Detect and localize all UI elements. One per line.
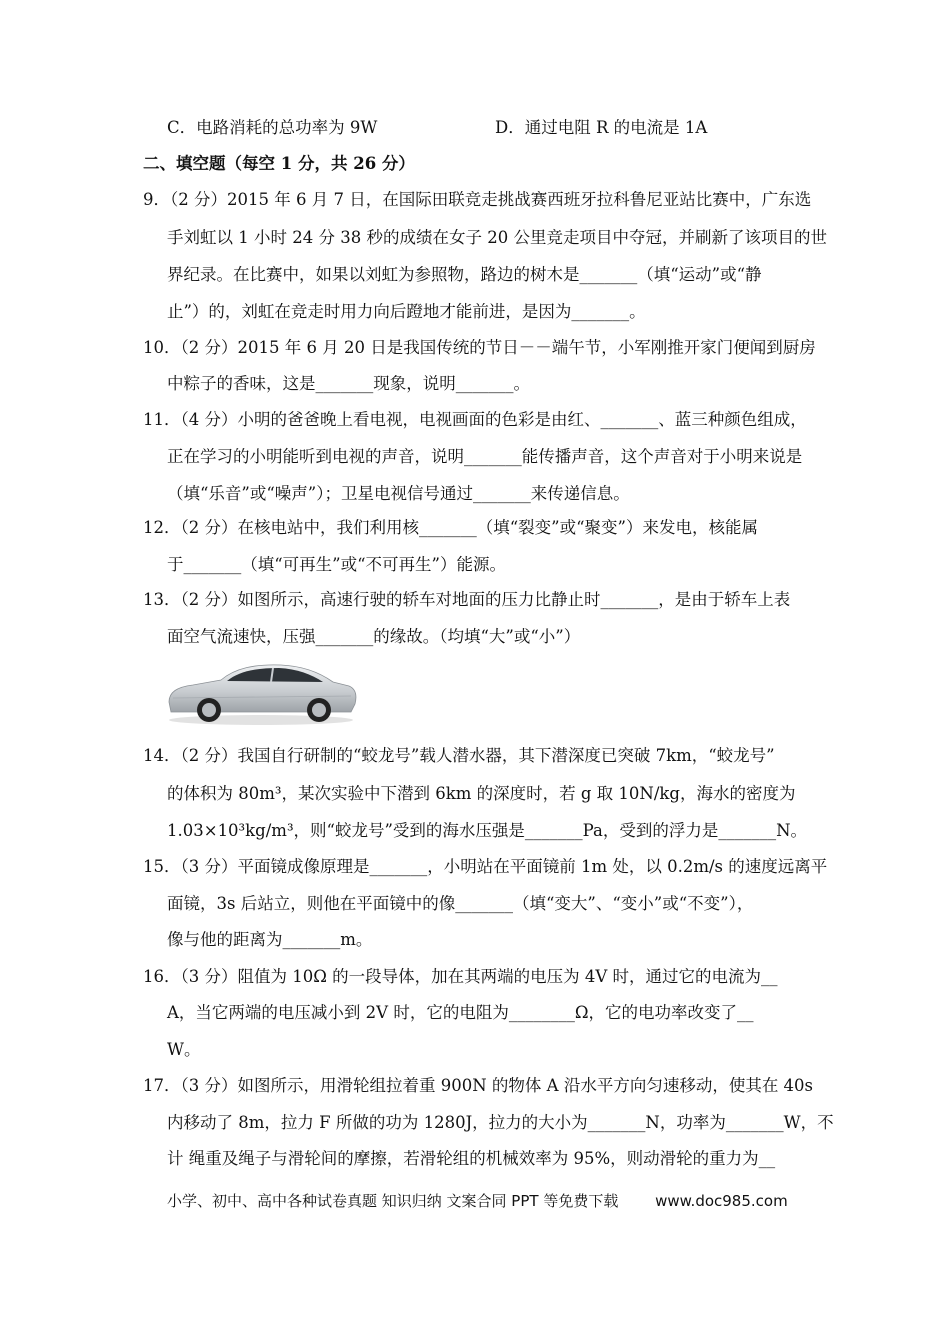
footer-text: 小学、初中、高中各种试卷真题 知识归纳 文案合同 PPT 等免费下载 (167, 1192, 619, 1210)
question-line: 9．（2 分）2015 年 6 月 7 日，在国际田联竞走挑战赛西班牙拉科鲁尼亚站比赛中，广东选 (143, 190, 812, 209)
question-line: 16．（3 分）阻值为 10Ω 的一段导体，加在其两端的电压为 4V 时，通过它的电流为__ (143, 967, 778, 986)
question-line: A，当它两端的电压减小到 2V 时，它的电阻为________Ω，它的电功率改变了__ (167, 1003, 754, 1022)
question-line: 手刘虹以 1 小时 24 分 38 秒的成绩在女子 20 公里竞走项目中夺冠，并刷新了该项目的世 (167, 228, 827, 247)
question-line: 中粽子的香味，这是_______现象，说明_______。 (167, 374, 530, 393)
question-line: 的体积为 80m³，某次实验中下潜到 6km 的深度时，若 g 取 10N/kg，海水的密度为 (167, 784, 796, 803)
page-footer (167, 1190, 788, 1211)
car-illustration (163, 656, 359, 728)
question-line: W。 (167, 1040, 201, 1059)
question-line: 面空气流速快，压强_______的缘故。（均填“大”或“小”） (167, 627, 581, 646)
question-line: 内移动了 8m，拉力 F 所做的功为 1280J，拉力的大小为_______N，功率为_______W，不 (167, 1113, 834, 1132)
question-line: 正在学习的小明能听到电视的声音，说明_______能传播声音，这个声音对于小明来说是 (167, 447, 803, 466)
question-line: 12．（2 分）在核电站中，我们利用核_______（填“裂变”或“聚变”）来发电，核能属 (143, 518, 758, 537)
question-line: 10．（2 分）2015 年 6 月 20 日是我国传统的节日－－端午节，小军刚推开家门便闻到厨房 (143, 338, 816, 357)
question-line: 像与他的距离为_______m。 (167, 930, 373, 949)
question-line: 面镜，3s 后站立，则他在平面镜中的像_______（填“变大”、“变小”或“不变”）， (167, 894, 754, 913)
question-line: 界纪录。在比赛中，如果以刘虹为参照物，路边的树木是_______（填“运动”或“静 (167, 265, 762, 284)
question-line: 11．（4 分）小明的爸爸晚上看电视，电视画面的色彩是由红、_______、蓝三种颜色组成， (143, 410, 807, 429)
question-line: 13．（2 分）如图所示，高速行驶的轿车对地面的压力比静止时_______，是由于轿车上表 (143, 590, 791, 609)
question-line: 止”）的，刘虹在竞走时用力向后蹬地才能前进，是因为_______。 (167, 302, 646, 321)
question-line: （填“乐音”或“噪声”）；卫星电视信号通过_______来传递信息。 (167, 484, 630, 503)
option-d: D．通过电阻 R 的电流是 1A (495, 118, 708, 137)
option-c: C．电路消耗的总功率为 9W (167, 118, 378, 137)
question-line: 计 绳重及绳子与滑轮间的摩擦，若滑轮组的机械效率为 95%，则动滑轮的重力为__ (167, 1149, 776, 1168)
question-line: 1.03×10³kg/m³，则“蛟龙号”受到的海水压强是_______Pa，受到的浮力是_______N。 (167, 821, 808, 840)
question-line: 14．（2 分）我国自行研制的“蛟龙号”载人潜水器，其下潜深度已突破 7km，“蛟龙号” (143, 746, 775, 765)
question-line: 15．（3 分）平面镜成像原理是_______，小明站在平面镜前 1m 处，以 0.2m/s 的速度远离平 (143, 857, 828, 876)
question-line: 17．（3 分）如图所示，用滑轮组拉着重 900N 的物体 A 沿水平方向匀速移动，使其在 40s (143, 1076, 814, 1095)
question-line: 于_______（填“可再生”或“不可再生”）能源。 (167, 555, 506, 574)
footer-url[interactable]: www.doc985.com (655, 1192, 788, 1210)
section-heading: 二、填空题（每空 1 分，共 26 分） (143, 154, 415, 173)
